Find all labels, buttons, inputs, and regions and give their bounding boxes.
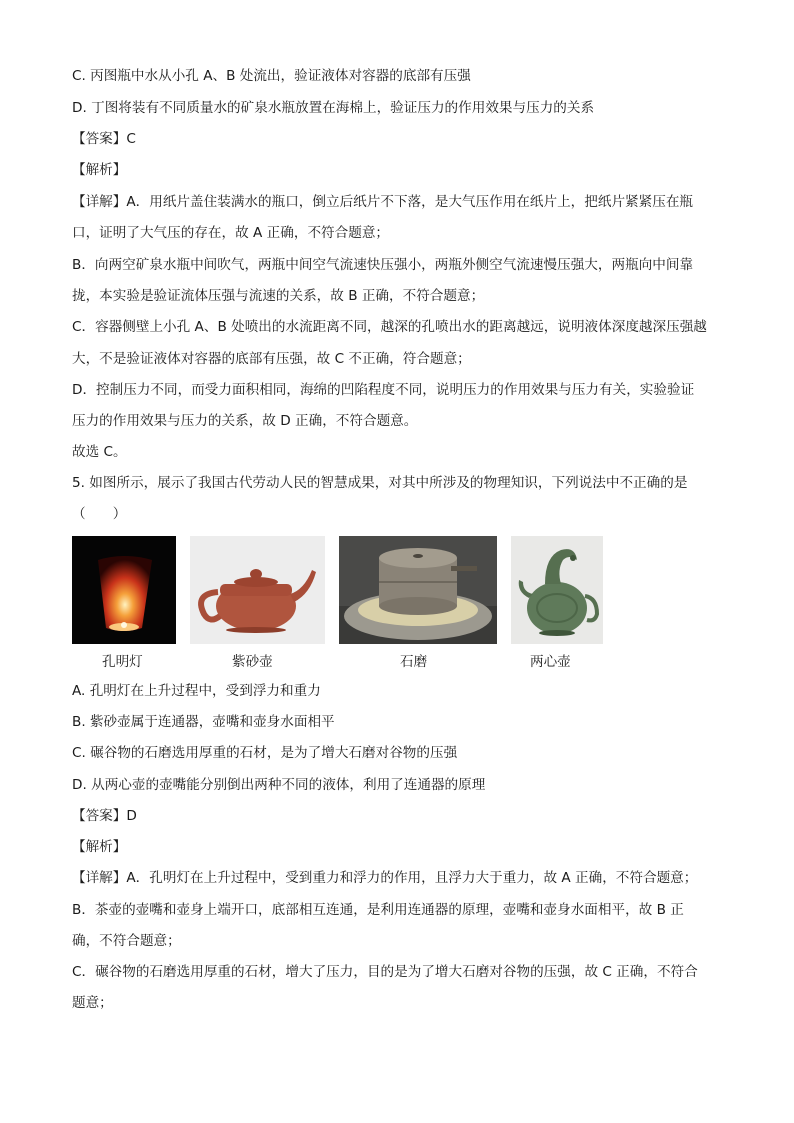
detail2-c-line2: 题意； [72,995,113,1011]
option-c: C. 碾谷物的石磨选用厚重的石材，是为了增大石磨对谷物的压强 [72,745,458,761]
option-b: B. 紫砂壶属于连通器，壶嘴和壶身水面相平 [72,714,335,730]
detail-d-line1: D．控制压力不同，而受力面积相同，海绵的凹陷程度不同，说明压力的作用效果与压力有关，实验验证 [72,382,695,398]
detail-a-line2: 口，证明了大气压的存在，故 A 正确，不符合题意； [72,225,390,241]
option-d: D. 从两心壶的壶嘴能分别倒出两种不同的液体，利用了连通器的原理 [72,777,486,793]
option-c-prev: C. 丙图瓶中水从小孔 A、B 处流出，验证液体对容器的底部有压强 [72,68,471,84]
analysis-label-prev: 【解析】 [72,162,127,178]
answer-label-prev: 【答案】C [72,131,136,147]
caption-pot: 两心壶 [530,654,571,670]
detail2-b-line1: B．茶壶的壶嘴和壶身上端开口，底部相互连通，是利用连通器的原理，壶嘴和壶身水面相平，故 B 正 [72,902,684,918]
two-heart-pot-image [511,536,603,644]
detail-b-line1: B．向两空矿泉水瓶中间吹气，两瓶中间空气流速快压强小，两瓶外侧空气流速慢压强大，两瓶向中间靠 [72,257,694,273]
detail-b-line2: 拢，本实验是验证流体压强与流速的关系，故 B 正确，不符合题意； [72,288,485,304]
question-5-stem: 5. 如图所示，展示了我国古代劳动人民的智慧成果，对其中所涉及的物理知识，下列说法中不正确的是 [72,475,688,491]
caption-lantern: 孔明灯 [102,654,143,670]
detail2-a: 【详解】A．孔明灯在上升过程中，受到重力和浮力的作用，且浮力大于重力，故 A 正确，不符合题意； [72,870,698,886]
analysis-label: 【解析】 [72,839,127,855]
kongming-lantern-image [72,536,176,644]
detail-c-line2: 大，不是验证液体对容器的底部有压强，故 C 不正确，符合题意； [72,351,471,367]
option-a: A. 孔明灯在上升过程中，受到浮力和重力 [72,683,321,699]
zisha-teapot-image [190,536,325,644]
detail-c-line1: C．容器侧壁上小孔 A、B 处喷出的水流距离不同，越深的孔喷出水的距离越远，说明液体深度越深压强越 [72,319,707,335]
detail2-b-line2: 确，不符合题意； [72,933,181,949]
question-5-bracket: （ ） [72,506,127,522]
detail2-c-line1: C．碾谷物的石磨选用厚重的石材，增大了压力，目的是为了增大石磨对谷物的压强，故 C 正确，不符合 [72,964,698,980]
conclusion: 故选 C。 [72,444,127,460]
option-d-prev: D. 丁图将装有不同质量水的矿泉水瓶放置在海棉上，验证压力的作用效果与压力的关系 [72,100,595,116]
caption-teapot: 紫砂壶 [232,654,273,670]
stone-mill-image [339,536,497,644]
detail-a-line1: 【详解】A．用纸片盖住装满水的瓶口，倒立后纸片不下落，是大气压作用在纸片上，把纸片紧紧压在瓶 [72,194,694,210]
caption-mill: 石磨 [400,654,428,670]
answer-label: 【答案】D [72,808,137,824]
detail-d-line2: 压力的作用效果与压力的关系，故 D 正确，不符合题意。 [72,413,418,429]
